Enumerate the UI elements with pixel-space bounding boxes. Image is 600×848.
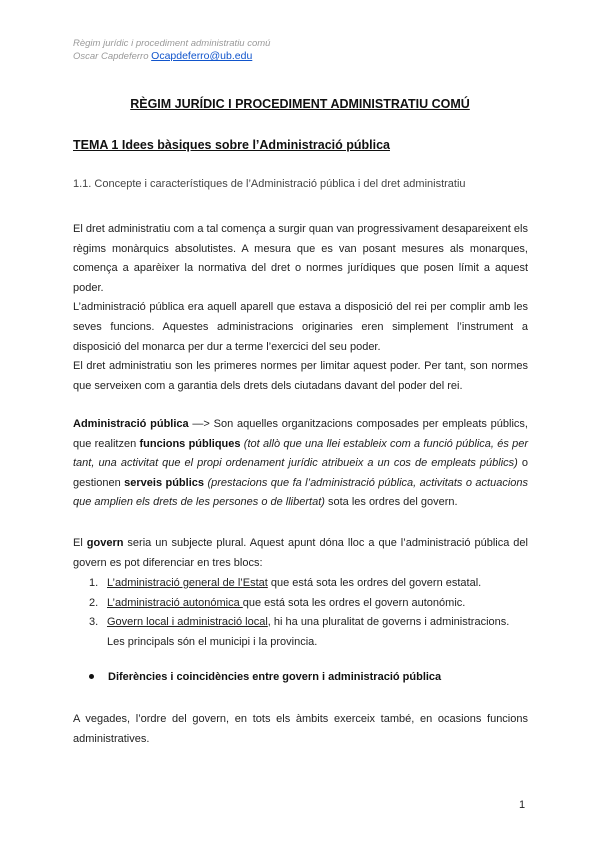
bullet-heading [73, 671, 441, 683]
bullet-heading-text: Diferències i coincidències entre govern i administració pública [108, 671, 442, 683]
list-item-underlined: L’administració autonómica [107, 596, 243, 609]
header-author-line [73, 50, 270, 63]
list-number: 3. [89, 616, 99, 629]
page-header [73, 37, 270, 63]
list-item [73, 613, 528, 652]
list-item-text: que está sota les ordres del govern estatal. [267, 577, 482, 589]
term-funcions-publiques: funcions públiques [139, 437, 241, 450]
govern-paragraph [73, 534, 528, 573]
admin-text-1: —> Son aquelles organitzacions composades per empleats públics, que realitzen [73, 418, 528, 450]
list-item-text: , hi ha una pluralitat de governs i administracions. Les principals són el municipi i la provincia. [107, 616, 510, 648]
list-item [73, 574, 528, 594]
administration-blocks-list [73, 574, 528, 652]
list-item-underlined: Govern local i administració local [107, 616, 268, 629]
closing-text: A vegades, l’ordre del govern, en tots els àmbits exerceix també, en ocasions funcions administratives. [73, 713, 528, 745]
list-item [73, 594, 528, 614]
header-course-title: Règim jurídic i procediment administratiu comú [73, 38, 271, 49]
term-govern: govern [86, 537, 124, 549]
list-number: 2. [89, 596, 99, 609]
closing-paragraph [73, 710, 528, 749]
list-number: 1. [89, 577, 99, 589]
term-administracio-publica: Administració pública [73, 418, 189, 430]
govern-text-1: El [73, 537, 87, 549]
header-author: Oscar Capdeferro [73, 51, 149, 62]
admin-definition-paragraph [73, 415, 528, 513]
author-email-link[interactable]: Ocapdeferro@ub.edu [151, 50, 253, 62]
section-subheading: 1.1. Concepte i característiques de l’Administració pública i del dret administratiu [73, 178, 466, 190]
term-serveis-publics: serveis públics [124, 476, 205, 489]
list-item-underlined: L’administració general de l’Estat [107, 577, 268, 589]
document-title: RÈGIM JURÍDIC I PROCEDIMENT ADMINISTRATIU COMÚ [130, 97, 470, 111]
intro-paragraph: El dret administratiu com a tal comença a surgir quan van progressivament desapareixent els règims monàrquics absolutistes. A mesura que es van posant mesures als monarques, comença a aparèixer la normativa del dret o normes jurídiques que posen límit a aquest poder. [73, 223, 528, 294]
admin-italic-2: (prestacions que fa l’administració pública, activitats o actuacions que amplien els drets de les persones o de llibertat) [73, 476, 528, 509]
page-number: 1 [519, 799, 526, 811]
list-item-text: que está sota les ordres el govern autonómic. [242, 596, 466, 609]
intro-paragraph: El dret administratiu son les primeres normes per limitar aquest poder. Per tant, son normes que serveixen com a garantia dels drets dels ciutadans davant del poder del rei. [73, 360, 528, 392]
topic-heading: TEMA 1 Idees bàsiques sobre l’Administració pública [73, 138, 390, 152]
bullet-dot-icon [89, 674, 94, 679]
admin-italic-1: (tot allò que una llei estableix com a funció pública, és per tant, una activitat que el propi ordenament jurídic atribueix a un cos de empleats públics) [73, 437, 528, 470]
intro-paragraph: L’administració pública era aquell aparell que estava a disposició del rei per complir amb les seves funcions. Aquestes administracions originaries eren simplement l’instrument a disposició del monarca per dur a terme l’exercici del seu poder. [73, 301, 528, 353]
admin-text-2: o gestionen [73, 457, 528, 489]
intro-section [73, 220, 528, 396]
govern-text-2: seria un subjecte plural. Aquest apunt dóna lloc a que l’administració pública del govern es pot diferenciar en tres blocs: [73, 537, 528, 569]
admin-text-3: sota les ordres del govern. [324, 496, 458, 509]
